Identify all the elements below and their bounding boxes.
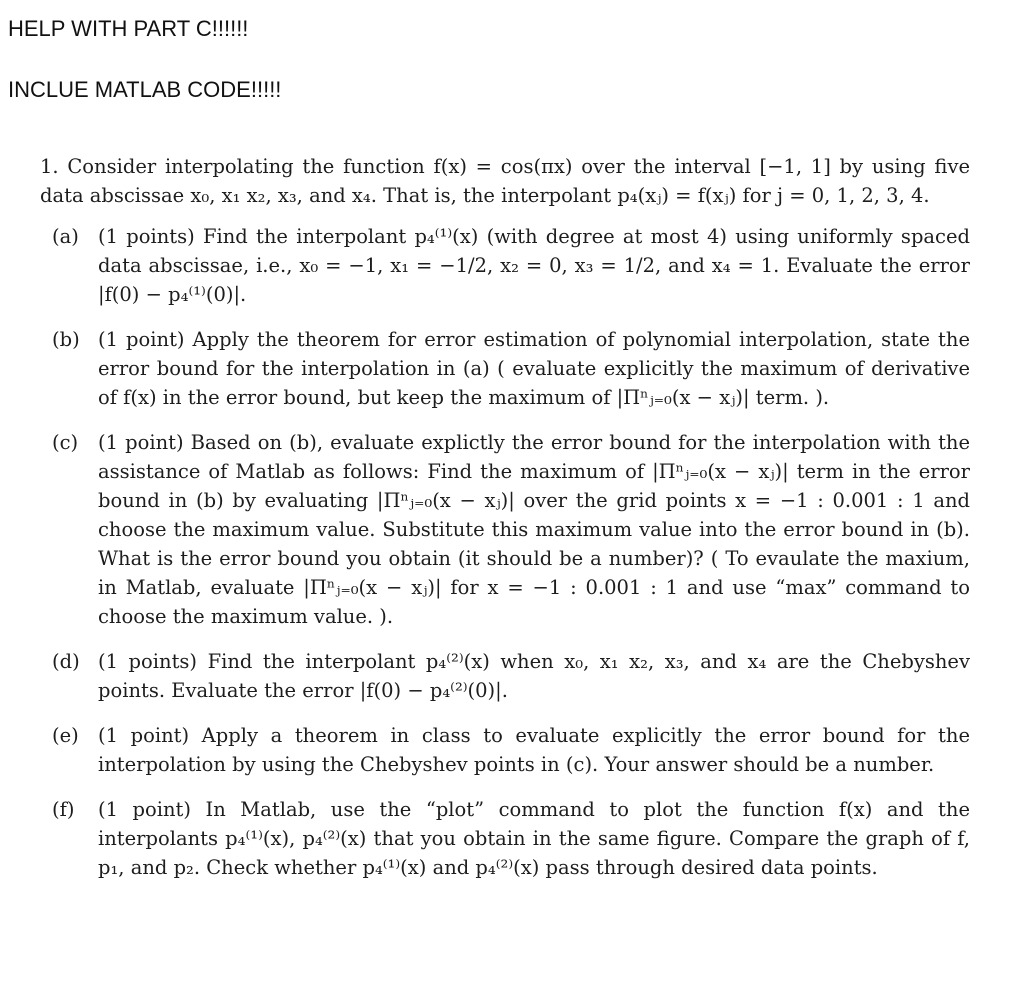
part-text: (1 point) Apply a theorem in class to evaluate explicitly the error bound for the interpolation by using the Chebyshev points in (c). Your answer should be a number. <box>98 724 970 776</box>
problem-intro-text: Consider interpolating the function f(x) = cos(πx) over the interval [−1, 1] by using five data abscissae x₀, x₁ x₂, x₃, and x₄. That is, the interpolant p₄(xⱼ) = f(xⱼ) for j = 0, 1, 2, 3, 4. <box>40 155 970 207</box>
part-text: (1 points) Find the interpolant p₄⁽²⁾(x) when x₀, x₁ x₂, x₃, and x₄ are the Chebyshev points. Evaluate the error |f(0) − p₄⁽²⁾(0)|. <box>98 650 970 702</box>
part-marker: (e) <box>52 724 79 747</box>
part-text: (1 point) Apply the theorem for error estimation of polynomial interpolation, state the error bound for the interpolation in (a) ( evaluate explicitly the maximum of derivative of f(x) in the error bound, but keep the maximum of |Πⁿⱼ₌₀(x − xⱼ)| term. ). <box>98 328 970 409</box>
part-marker: (c) <box>52 431 79 454</box>
part-e <box>40 721 970 779</box>
part-marker: (f) <box>52 798 75 821</box>
part-marker: (a) <box>52 225 79 248</box>
part-marker: (d) <box>52 650 80 673</box>
part-text: (1 points) Find the interpolant p₄⁽¹⁾(x) (with degree at most 4) using uniformly spaced data abscissae, i.e., x₀ = −1, x₁ = −1/2, x₂ = 0, x₃ = 1/2, and x₄ = 1. Evaluate the error |f(0) − p₄⁽¹⁾(0)|. <box>98 225 970 306</box>
problem-statement <box>40 152 970 898</box>
part-text: (1 point) Based on (b), evaluate explictly the error bound for the interpolation with the assistance of Matlab as follows: Find the maximum of |Πⁿⱼ₌₀(x − xⱼ)| term in the error bound in (b) by evaluating |Πⁿⱼ₌₀(x − xⱼ)| over the grid points x = −1 : 0.001 : 1 and choose the maximum value. Substitute this maximum value into the error bound in (b). What is the error bound you obtain (it should be a number)? ( To evaulate the maxium, in Matlab, evaluate |Πⁿⱼ₌₀(x − xⱼ)| for x = −1 : 0.001 : 1 and use “max” command to choose the maximum value. ). <box>98 431 970 628</box>
problem-intro <box>40 152 970 210</box>
problem-number: 1. <box>40 155 59 178</box>
part-a <box>40 222 970 309</box>
help-heading: HELP WITH PART C!!!!!! <box>8 16 249 41</box>
part-b <box>40 325 970 412</box>
part-marker: (b) <box>52 328 80 351</box>
part-f <box>40 795 970 882</box>
part-text: (1 point) In Matlab, use the “plot” command to plot the function f(x) and the interpolants p₄⁽¹⁾(x), p₄⁽²⁾(x) that you obtain in the same figure. Compare the graph of f, p₁, and p₂. Check whether p₄⁽¹⁾(x) and p₄⁽²⁾(x) pass through desired data points. <box>98 798 970 879</box>
parts-list <box>40 222 970 882</box>
part-c <box>40 428 970 631</box>
matlab-heading: INCLUE MATLAB CODE!!!!! <box>8 77 282 102</box>
part-d <box>40 647 970 705</box>
